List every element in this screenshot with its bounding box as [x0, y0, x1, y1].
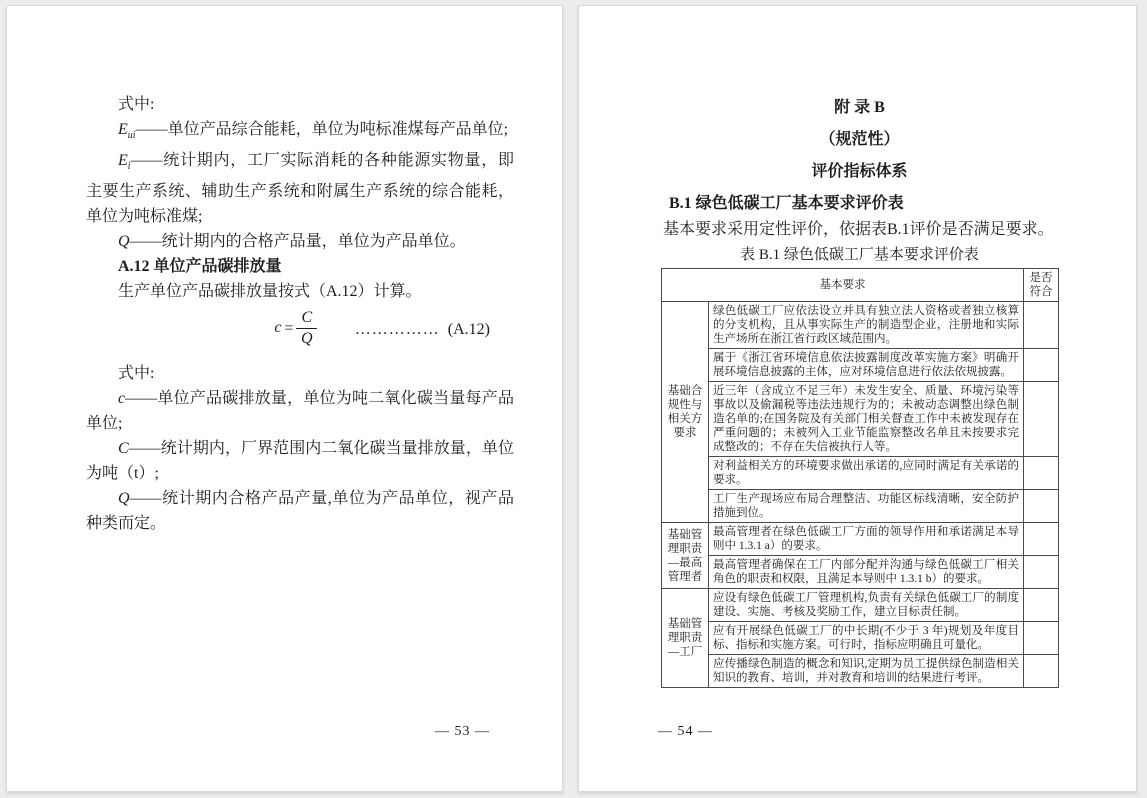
definition-text: ——单位产品碳排放量，单位为吨二氧化碳当量每产品单位;	[86, 390, 514, 433]
requirement-cell: 应设有绿色低碳工厂管理机构,负责有关绿色低碳工厂的制度建设、实施、考核及奖励工作，建立目标责任制。	[709, 589, 1024, 622]
table-row	[662, 556, 1059, 589]
compliance-cell	[1024, 556, 1059, 589]
definition-c-big	[86, 436, 514, 486]
table-row	[662, 349, 1059, 382]
variable-symbol: Q	[118, 233, 130, 251]
requirement-cell: 近三年（含成立不足三年）未发生安全、质量、环境污染等事故以及偷漏税等违法违规行为的；未被动态调整出绿色制造名单的;在国务院及有关部门相关督查工作中未被发现存在严重问题的；未被列入工业节能监察整改名单且未按要求完成整改的；不存在失信被执行人等。	[709, 382, 1024, 457]
variable-symbol: c	[118, 390, 126, 408]
table-row	[662, 622, 1059, 655]
header-basic-requirements: 基本要求	[662, 269, 1024, 302]
table-row	[662, 490, 1059, 523]
table-row	[662, 589, 1059, 622]
basic-requirements-table	[661, 268, 1059, 688]
header-compliance: 是否符合	[1024, 269, 1059, 302]
compliance-cell	[1024, 457, 1059, 490]
page-number-53: — 53 —	[435, 724, 490, 739]
requirement-cell: 对利益相关方的环境要求做出承诺的,应同时满足有关承诺的要求。	[709, 457, 1024, 490]
appendix-subtitle: （规范性）	[819, 131, 900, 148]
requirement-cell: 工厂生产现场应布局合理整洁、功能区标线清晰，安全防护措施到位。	[709, 490, 1024, 523]
table-row	[662, 523, 1059, 556]
compliance-cell	[1024, 655, 1059, 688]
group-cell-top-management: 基础管理职责—最高管理者	[662, 523, 709, 589]
definition-text: ——单位产品综合能耗，单位为吨标准煤每产品单位;	[135, 121, 509, 138]
table-row	[662, 655, 1059, 688]
page-53	[6, 5, 563, 792]
heading-a12: A.12 单位产品碳排放量	[118, 258, 282, 276]
variable-symbol: C	[118, 440, 129, 458]
fraction-denominator: Q	[301, 330, 313, 348]
definition-text: ——统计期内，工厂实际消耗的各种能源实物量，即主要生产系统、辅助生产系统和附属生产系统的综合能耗，单位为吨标准煤;	[86, 152, 514, 226]
table-row	[662, 302, 1059, 349]
requirement-cell: 属于《浙江省环境信息依法披露制度改革实施方案》明确开展环境信息披露的主体，应对环境信息进行依法依规披露。	[709, 349, 1024, 382]
definition-q1	[86, 229, 514, 254]
section-heading-b1: B.1 绿色低碳工厂基本要求评价表	[669, 195, 904, 212]
compliance-cell	[1024, 382, 1059, 457]
variable-subscript: i	[127, 161, 131, 173]
variable-symbol: E	[118, 152, 128, 170]
para-a12: 生产单位产品碳排放量按式（A.12）计算。	[118, 283, 422, 301]
requirement-cell: 应有开展绿色低碳工厂的中长期(不少于 3 年)规划及年度目标、指标和实施方案。可行时，指标应明确且可量化。	[709, 622, 1024, 655]
requirement-cell: 应传播绿色制造的概念和知识,定期为员工提供绿色制造相关知识的教育、培训，并对教育和培训的结果进行考评。	[709, 655, 1024, 688]
variable-symbol: Q	[118, 490, 130, 508]
requirement-cell: 最高管理者在绿色低碳工厂方面的领导作用和承诺满足本导则中 1.3.1 a）的要求。	[709, 523, 1024, 556]
compliance-cell	[1024, 589, 1059, 622]
definition-text: ——统计期内合格产品产量,单位为产品单位，视产品种类而定。	[86, 490, 514, 533]
table-header-row	[662, 269, 1059, 302]
appendix-title: 附 录 B	[834, 99, 885, 116]
where-label-2: 式中:	[118, 365, 155, 383]
formula-a12	[86, 306, 514, 360]
group-cell-compliance-stakeholders: 基础合规性与相关方要求	[662, 302, 709, 523]
definition-e-ui	[86, 117, 514, 148]
variable-subscript: ui	[127, 130, 136, 142]
requirement-cell: 绿色低碳工厂应依法设立并具有独立法人资格或者独立核算的分支机构，且从事实际生产的制造型企业，注册地和实际生产场所在浙江省行政区域范围内。	[709, 302, 1024, 349]
page-53-content	[7, 6, 562, 536]
compliance-cell	[1024, 349, 1059, 382]
formula-expression: c = $\frac{C}{Q}$	[274, 309, 317, 348]
intro-paragraph: 基本要求采用定性评价，依据表B.1评价是否满足要求。	[663, 221, 1054, 238]
dot-leader: ……………	[354, 321, 440, 339]
variable-symbol: E	[118, 121, 128, 138]
formula-label: (A.12)	[447, 321, 490, 339]
definition-text: ——统计期内的合格产品量，单位为产品单位。	[129, 233, 466, 251]
compliance-cell	[1024, 490, 1059, 523]
where-label-1: 式中:	[118, 96, 155, 113]
formula-number	[355, 321, 490, 339]
definition-e-i	[86, 148, 514, 229]
page-54-content	[579, 6, 1136, 688]
equals-sign: =	[284, 319, 294, 337]
definition-text: ——统计期内，厂界范围内二氧化碳当量排放量，单位为吨（t）;	[86, 440, 514, 483]
requirement-cell: 最高管理者确保在工厂内部分配并沟通与绿色低碳工厂相关角色的职责和权限，且满足本导则中 1.3.1 b）的要求。	[709, 556, 1024, 589]
definition-c-small	[86, 386, 514, 436]
table-caption: 表 B.1 绿色低碳工厂基本要求评价表	[740, 247, 979, 263]
definition-q2	[86, 486, 514, 536]
appendix-heading: 评价指标体系	[811, 163, 908, 180]
fraction	[296, 309, 317, 348]
page-number-54: — 54 —	[658, 724, 713, 739]
compliance-cell	[1024, 302, 1059, 349]
compliance-cell	[1024, 523, 1059, 556]
compliance-cell	[1024, 622, 1059, 655]
fraction-numerator: C	[296, 309, 317, 329]
table-row	[662, 457, 1059, 490]
table-row	[662, 382, 1059, 457]
group-cell-factory: 基础管理职责—工厂	[662, 589, 709, 688]
page-54	[578, 5, 1137, 792]
